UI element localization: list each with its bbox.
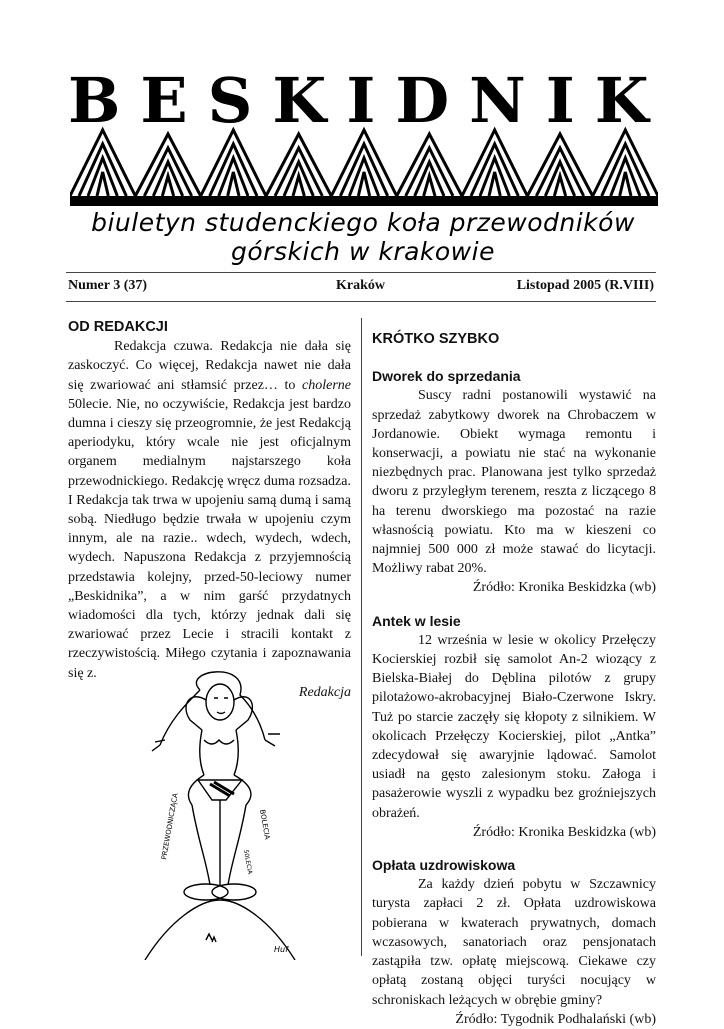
editorial-text-end: 50lecie. Nie, no oczywiście, Redakcja jest bardzo dumna i cieszy się przeogromnie, że jest Redakcją aperiodyku, który wcale nie jest oficjalnym organem medialnym najstarszego koła przewodnickiego. Redakcję wręcz duma rozsadza. I Redakcja tak trwa w upojeniu samą dumą i samą sobą. Niedługo będzie trwała w upojeniu czym innym, ale na razie.. wdech, wydech, wdech, wydech. Napuszona Redakcja z przyjemnością przedstawia kolejny, przed-50-leciowy numer „Beskidnika”, a w nim garść przydatnych wiadomości dla tych, którzy jednak dali się zwariować przez Lecie i stracili kontakt z rzeczywistością. Miłego czytania i zapoznawania się z. xyxy=(68,396,351,681)
mountain-peak-line xyxy=(471,144,518,196)
illustration-figure xyxy=(140,660,300,960)
mountain-peak-line xyxy=(228,172,239,196)
illustration-label-right: BOLECIA xyxy=(258,808,272,841)
editorial-signature: Redakcja xyxy=(298,684,351,700)
mountain-peak-line xyxy=(489,172,500,196)
editorial-heading: OD REDAKCJI xyxy=(68,319,168,335)
news-column xyxy=(372,330,656,1029)
editorial-text-start: Redakcja czuwa. Redakcja nie dała się zaskoczyć. Co więcej, Redakcja nawet nie dała się zwariować ani stłamsić przez… to xyxy=(68,339,351,393)
mountain-ornament xyxy=(70,122,658,206)
news-item-title: Antek w lesie xyxy=(372,612,461,629)
editorial-column xyxy=(68,318,351,702)
mountain-peak-line xyxy=(331,130,396,196)
masthead-title: BESKIDNIK xyxy=(68,64,669,137)
news-item-title: Opłata uzdrowiskowa xyxy=(372,857,516,874)
issue-number: Numer 3 (37) xyxy=(68,278,148,293)
editorial-text-italic: cholerne xyxy=(302,377,351,393)
column-divider xyxy=(361,318,362,956)
masthead-subtitle: biuletyn studenckiego koła przewodników górskich w krakowie xyxy=(91,208,635,266)
news-item-title: Dworek do sprzedania xyxy=(372,368,521,385)
illustration-label-left: PRZEWODNICZĄCA xyxy=(160,792,180,861)
news-item-source: Źródło: Tygodnik Podhalański (wb) xyxy=(455,1011,656,1027)
mountain-peak-line xyxy=(79,144,126,196)
mountain-peak-line xyxy=(602,144,649,196)
issue-city: Kraków xyxy=(336,278,385,293)
news-item-text: Suscy radni postanowili wystawić na sprzedaż zabytkowy dworek na Chrobaczem w Jordanowie. Obiekt wymaga remontu i konserwacji, a powiatu nie stać na wykonanie niezbędnych prac. Planowana jest tylko sprzedaż dworu z przyległym terenem, reszta z liczącego 8 ha terenu dworskiego ma pozostać na razie własnością powiatu. Kto ma w kieszeni co najmniej 500 000 zł może stawać do licytacji. Możliwy rabat 20%. xyxy=(372,388,656,577)
mountain-peak-line xyxy=(358,172,369,196)
editorial-text xyxy=(68,337,351,683)
mountain-peak-line xyxy=(462,130,527,196)
news-item-source: Źródło: Kronika Beskidzka (wb) xyxy=(472,580,656,596)
illustration-label-lower: 50LECIA xyxy=(242,849,254,875)
news-item-source: Źródło: Kronika Beskidzka (wb) xyxy=(472,824,656,840)
mountain-peak-line xyxy=(620,172,631,196)
mountain-peak-line xyxy=(424,176,435,196)
mountain-peak-line xyxy=(554,176,565,196)
news-item-text: Za każdy dzień pobytu w Szczawnicy turysta zapłaci 2 zł. Opłata uzdrowiskowa pobierana w kwaterach prywatnych, domach wczasowych, sanatoriach oraz pensjonatach zastąpiła tzw. opłatę miejscową. Ciekawe czy opłatą zostaną objęci turyści nocujący w schroniskach leżących w obrębie gminy? xyxy=(372,877,656,1008)
mountain-peak-line xyxy=(162,176,173,196)
issue-bar xyxy=(66,272,656,302)
mountain-peak-line xyxy=(210,144,257,196)
mountain-peak-line xyxy=(97,172,108,196)
mountain-peak-line xyxy=(70,130,135,196)
news-section-heading: KRÓTKO SZYBKO xyxy=(372,331,500,347)
issue-date: Listopad 2005 (R.VIII) xyxy=(516,278,654,293)
illustration-artist-mark: Huf xyxy=(274,945,288,954)
mountain-peak-line xyxy=(593,130,658,196)
mountain-peak-line xyxy=(293,176,304,196)
news-item-text: 12 września w lesie w okolicy Przełęczy Kocierskiej rozbił się samolot An-2 wiozący z Bielska-Białej do Dęblina pilotów z grupy pilotażowo-akrobacyjnej Biało-Czerwone Iskry. Tuż po starcie zaczęły się kłopoty z silnikiem. W okolicach Przełęczy Kocierskiej, pilot „Antka” zdecydował się awaryjnie lądować. Samolot usiadł na gęsto zalesionym stoku. Załoga i pasażerowie wyszli z wypadku bez groźniejszych obrażeń. xyxy=(372,632,656,821)
mountain-peak-line xyxy=(340,144,387,196)
mountain-peak-line xyxy=(201,130,266,196)
